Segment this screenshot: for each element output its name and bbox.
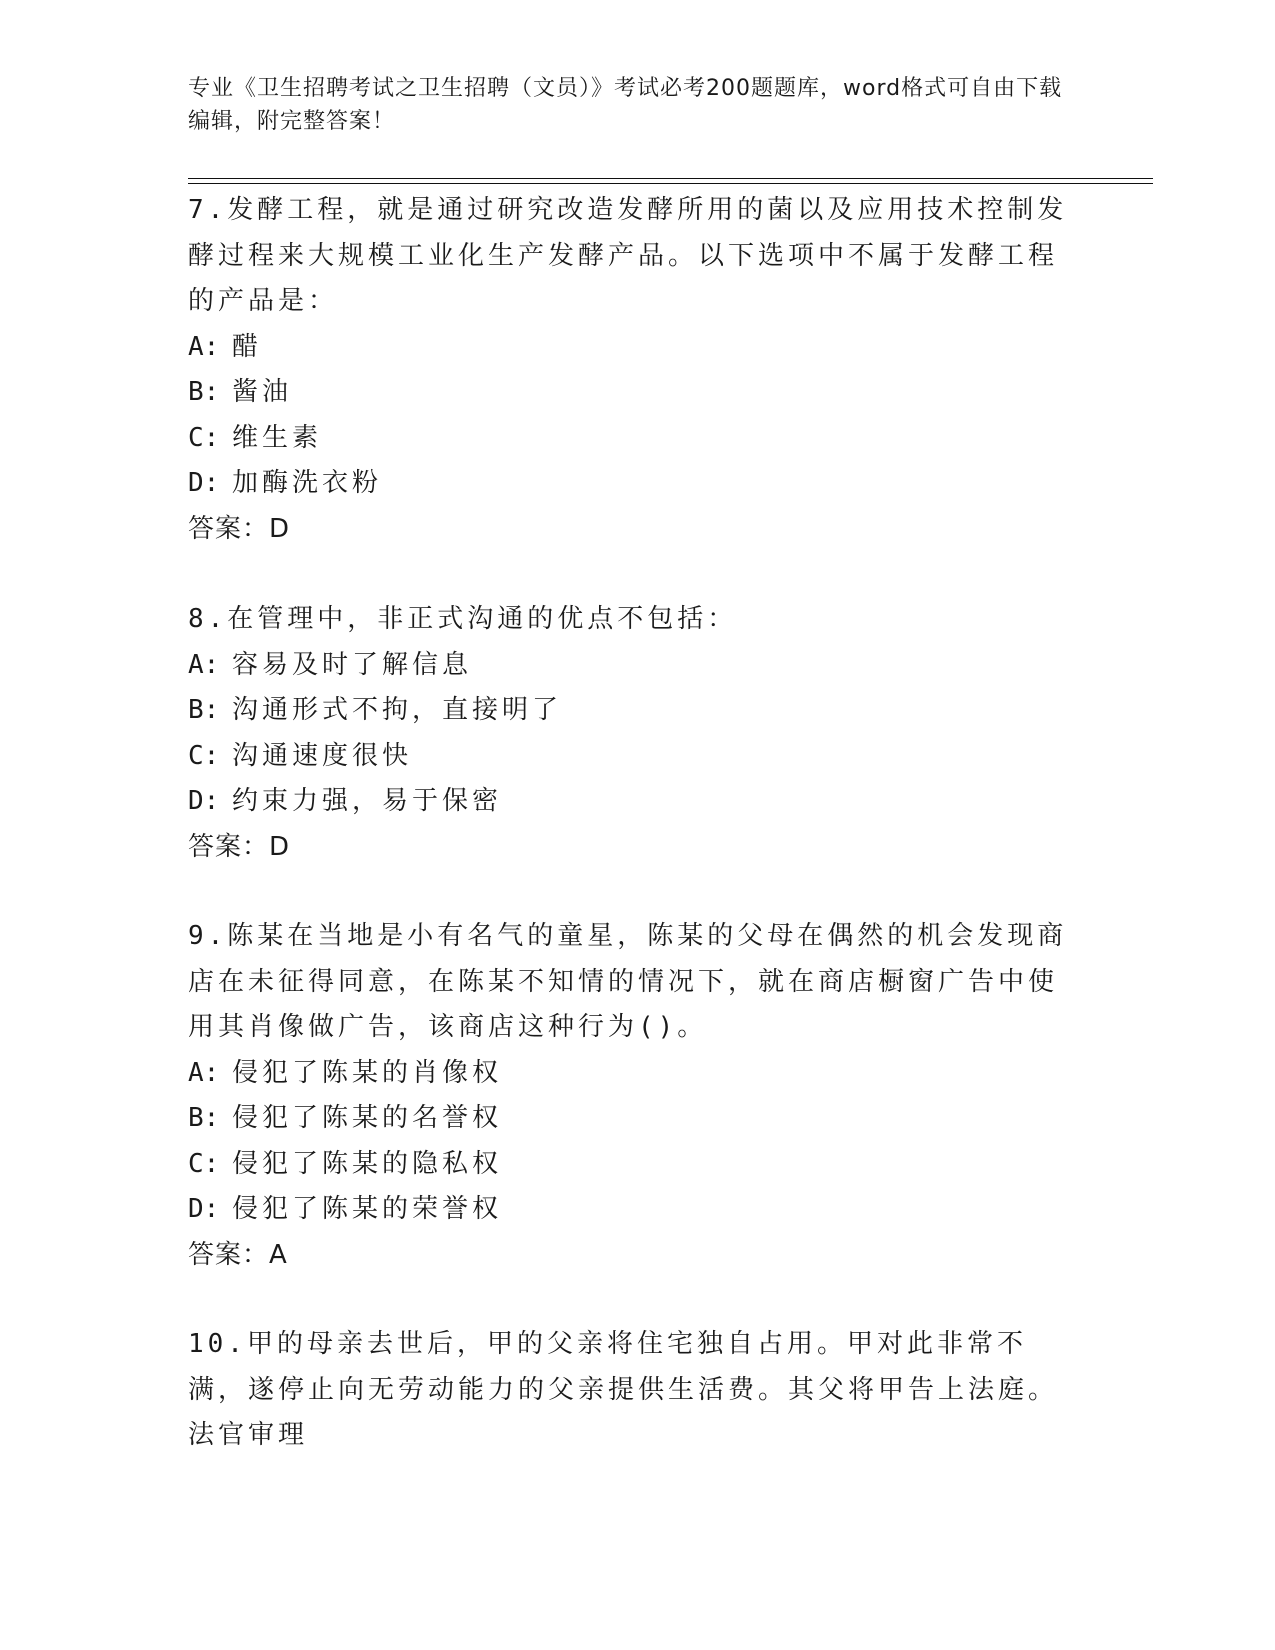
header-divider-top xyxy=(188,178,1153,179)
question-block xyxy=(188,188,1068,552)
question-stem: 7.发酵工程，就是通过研究改造发酵所用的菌以及应用技术控制发酵过程来大规模工业化生产发酵产品。以下选项中不属于发酵工程的产品是： xyxy=(188,195,1068,316)
option-label: C: xyxy=(188,740,220,771)
answer-line: 答案：D xyxy=(188,831,291,862)
option-text: 侵犯了陈某的荣誉权 xyxy=(232,1194,503,1224)
option-label: A: xyxy=(188,649,220,680)
option-text: 加酶洗衣粉 xyxy=(232,468,383,498)
option-label: C: xyxy=(188,422,220,453)
option-label: B: xyxy=(188,1103,220,1133)
option-label: A: xyxy=(188,1057,220,1088)
option-label: D: xyxy=(188,786,220,816)
option-text: 酱油 xyxy=(232,377,293,407)
option-text: 容易及时了解信息 xyxy=(232,649,473,680)
option-text: 醋 xyxy=(232,331,263,362)
option-c xyxy=(188,416,1068,462)
option-c xyxy=(188,734,1068,780)
question-block xyxy=(188,914,1068,1278)
option-a xyxy=(188,1051,1068,1097)
option-label: A: xyxy=(188,331,220,362)
header-divider-bottom xyxy=(188,183,1153,184)
question-stem: 9.陈某在当地是小有名气的童星，陈某的父母在偶然的机会发现商店在未征得同意，在陈某不知情的情况下，就在商店橱窗广告中使用其肖像做广告，该商店这种行为()。 xyxy=(188,921,1068,1042)
option-d xyxy=(188,1187,1068,1233)
option-b xyxy=(188,688,1068,734)
option-label: D: xyxy=(188,1194,220,1224)
option-b xyxy=(188,1096,1068,1142)
option-a xyxy=(188,643,1068,689)
option-label: C: xyxy=(188,1148,220,1179)
option-d xyxy=(188,461,1068,507)
option-text: 侵犯了陈某的肖像权 xyxy=(232,1057,503,1088)
option-c xyxy=(188,1142,1068,1188)
option-label: B: xyxy=(188,377,220,407)
option-text: 约束力强，易于保密 xyxy=(232,786,503,816)
document-header: 专业《卫生招聘考试之卫生招聘（文员）》考试必考200题题库，word格式可自由下载编辑，附完整答案！ xyxy=(188,76,1063,134)
option-d xyxy=(188,779,1068,825)
question-block xyxy=(188,597,1068,870)
option-text: 沟通速度很快 xyxy=(232,740,413,771)
option-label: B: xyxy=(188,695,220,725)
answer-line: 答案：A xyxy=(188,1239,288,1270)
option-text: 沟通形式不拘，直接明了 xyxy=(232,695,563,725)
question-block xyxy=(188,1322,1068,1459)
option-label: D: xyxy=(188,468,220,498)
answer-line: 答案：D xyxy=(188,513,291,544)
option-text: 维生素 xyxy=(232,422,323,453)
option-a xyxy=(188,325,1068,371)
option-text: 侵犯了陈某的名誉权 xyxy=(232,1103,503,1133)
question-stem: 10.甲的母亲去世后，甲的父亲将住宅独自占用。甲对此非常不满，遂停止向无劳动能力的父亲提供生活费。其父将甲告上法庭。法官审理 xyxy=(188,1329,1059,1450)
option-text: 侵犯了陈某的隐私权 xyxy=(232,1148,503,1179)
option-b xyxy=(188,370,1068,416)
question-stem: 8.在管理中，非正式沟通的优点不包括： xyxy=(188,604,738,634)
